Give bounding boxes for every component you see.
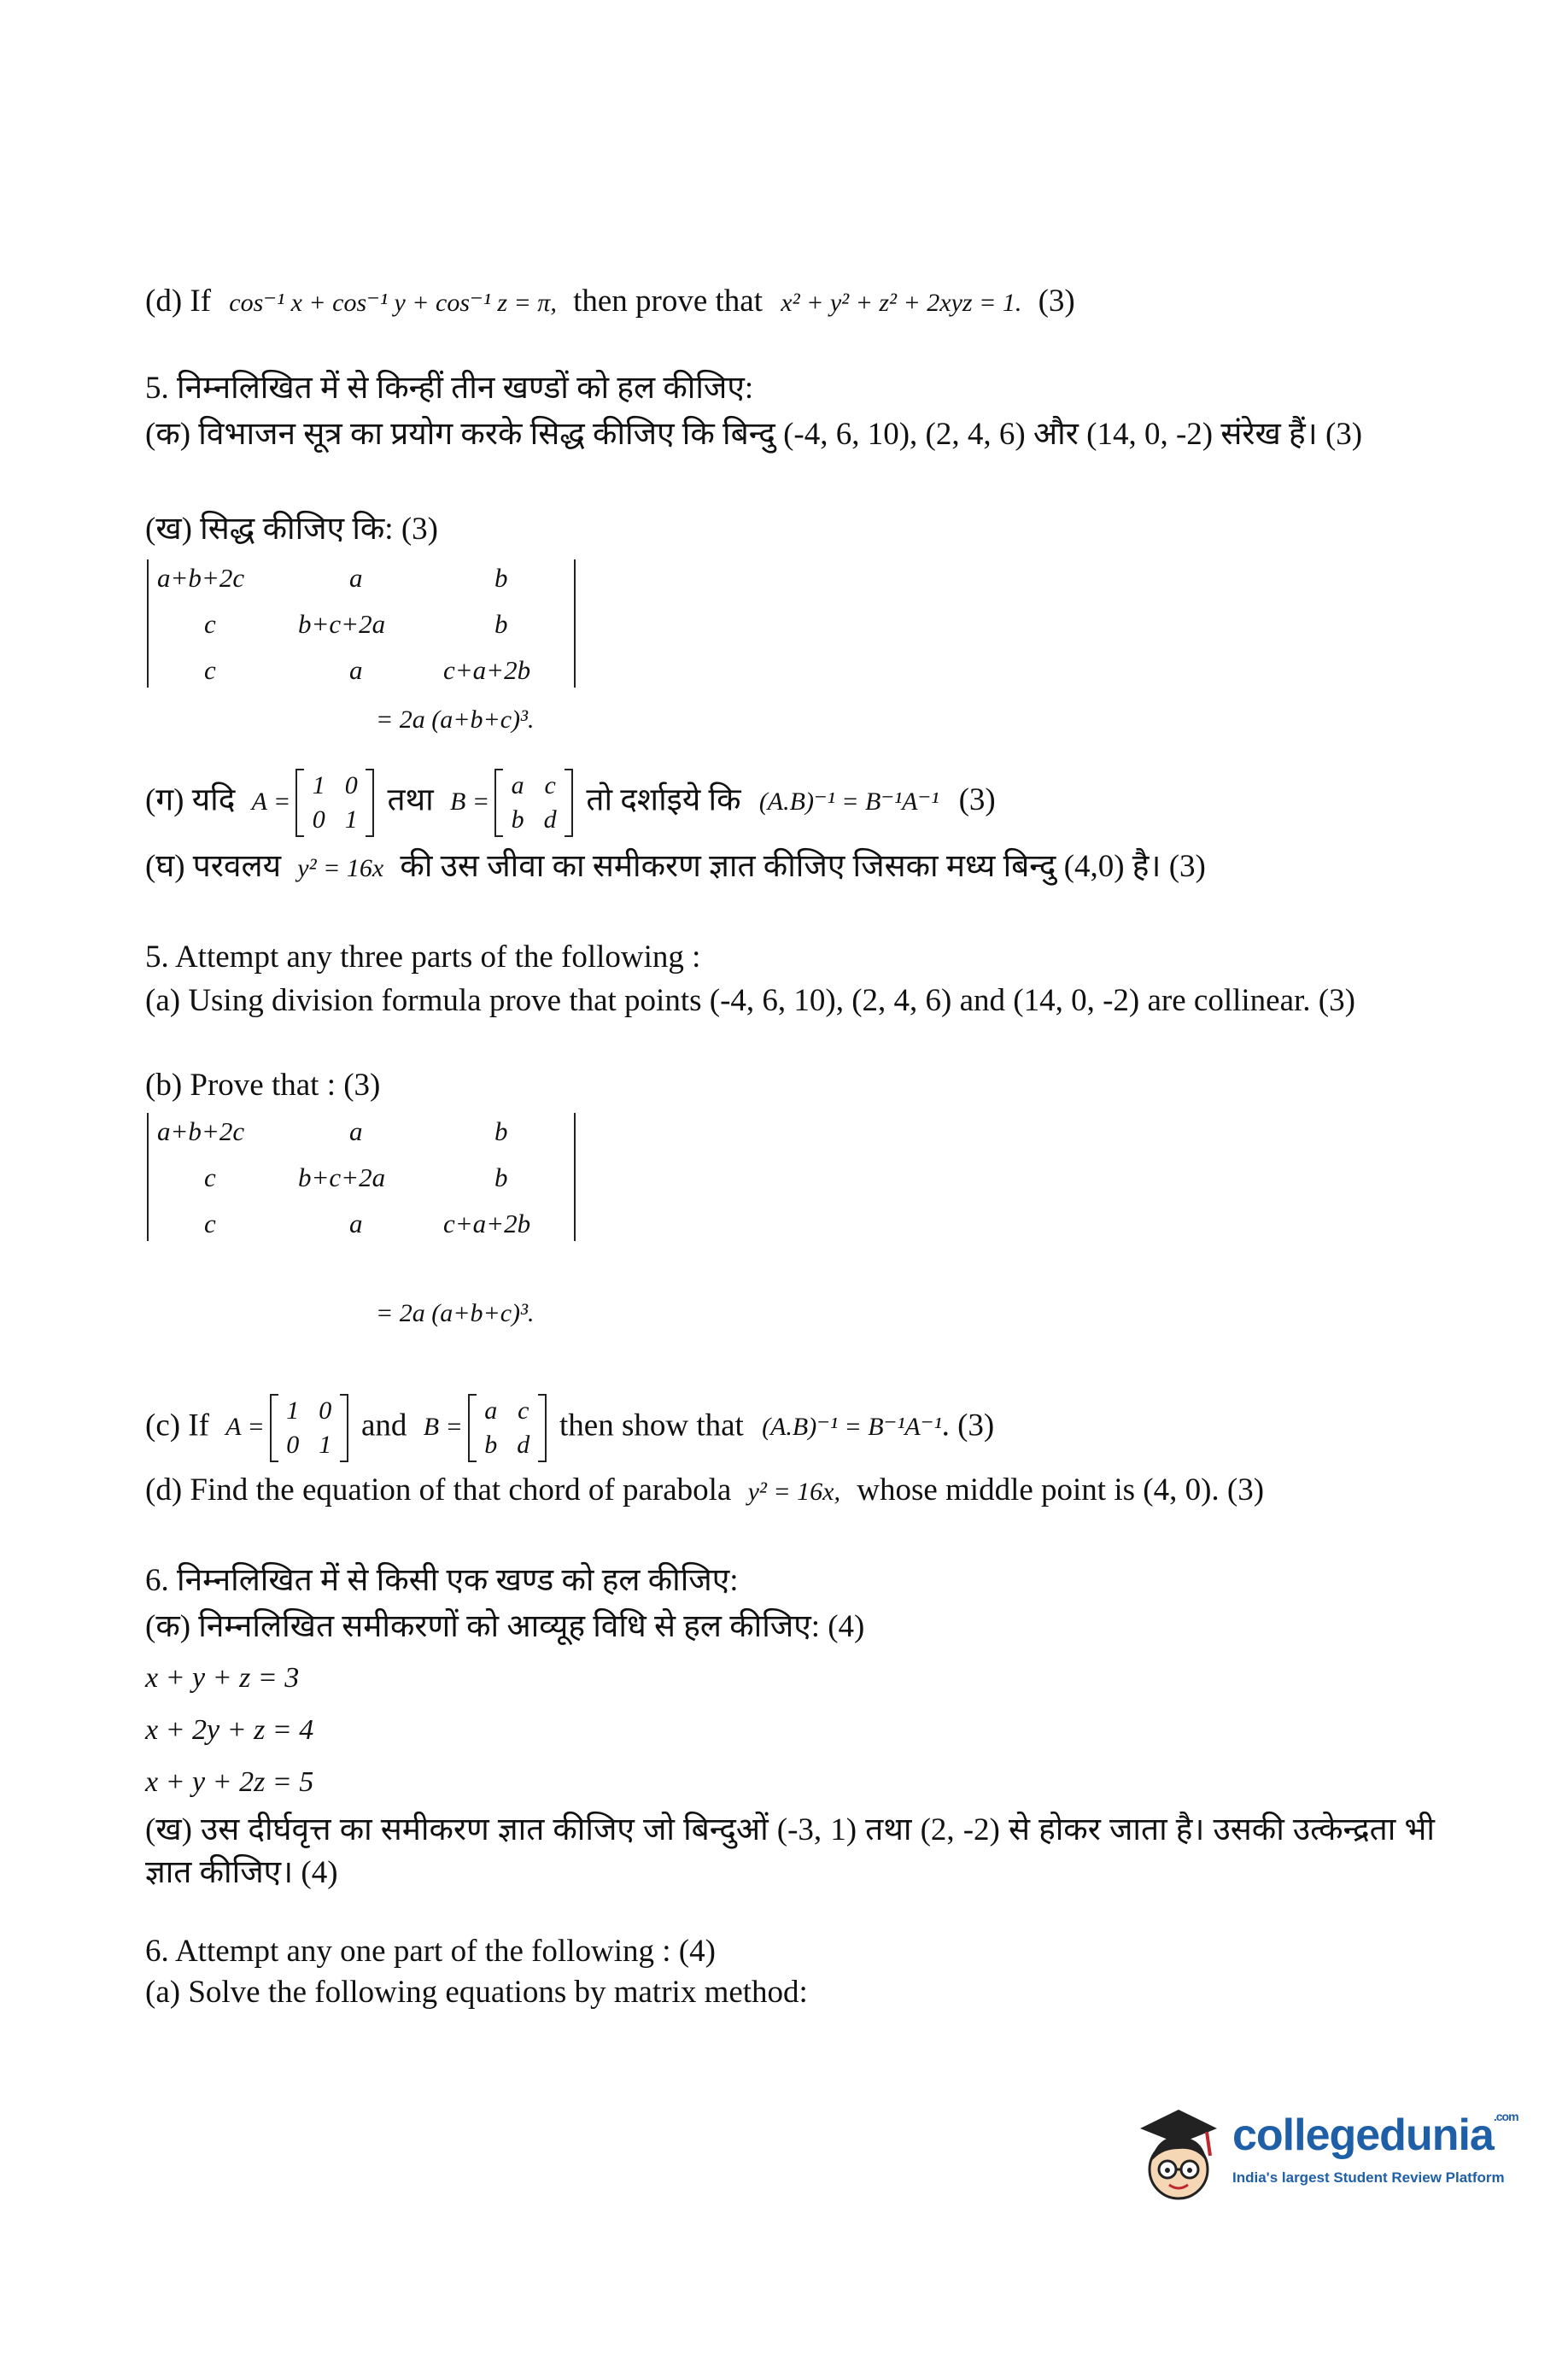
inverse-identity: (A.B)⁻¹ = B⁻¹A⁻¹ bbox=[758, 787, 939, 817]
q5c-label: (ग) यदि bbox=[145, 782, 236, 818]
q5d-post: की उस जीवा का समीकरण ज्ञात कीजिए जिसका मध्य बिन्दु (4,0) है। (3) bbox=[400, 849, 1206, 884]
brand-text: collegedunia bbox=[1232, 2110, 1494, 2160]
det-cell: a+b+2c bbox=[157, 1116, 245, 1146]
q5c-en-label: (c) If bbox=[145, 1408, 209, 1443]
det-cell: a+b+2c bbox=[157, 563, 245, 593]
q6-hindi-part-a: (क) निम्नलिखित समीकरणों को आव्यूह विधि से हल कीजिए: (4) bbox=[145, 1609, 865, 1644]
matrix-cell: 1 bbox=[286, 1396, 300, 1425]
q5c-en-marks: . (3) bbox=[941, 1408, 995, 1443]
matrix-a-lhs: A = bbox=[225, 1413, 265, 1442]
det-cell: c+a+2b bbox=[443, 1209, 531, 1238]
det-cell: a bbox=[349, 1116, 363, 1146]
q4d-mid: then prove that bbox=[573, 284, 764, 319]
q5-english-heading: 5. Attempt any three parts of the following : bbox=[145, 940, 701, 975]
q5-english-part-d bbox=[145, 1471, 1264, 1512]
matrix-cell: a bbox=[484, 1396, 498, 1425]
matrix-cell: 1 bbox=[312, 771, 325, 799]
det-cell: a bbox=[349, 1209, 363, 1238]
q5-english-part-a: (a) Using division formula prove that points (-4, 6, 10), (2, 4, 6) and (14, 0, -2) are collinear. (3) bbox=[145, 983, 1355, 1018]
q5d-en-post: whose middle point is (4, 0). (3) bbox=[857, 1472, 1265, 1507]
matrix-a-lhs: A = bbox=[251, 787, 291, 817]
det-cell: c bbox=[204, 1209, 216, 1238]
det-cell: b bbox=[494, 1162, 508, 1192]
q5-hindi-part-a: (क) विभाजन सूत्र का प्रयोग करके सिद्ध कीजिए कि बिन्दु (-4, 6, 10), (2, 4, 6) और (14, 0, -2) संरेख हैं। (3) bbox=[145, 417, 1363, 452]
q5-hindi-part-b: (ख) सिद्ध कीजिए कि: (3) bbox=[145, 512, 438, 547]
det-cell: c bbox=[204, 1162, 216, 1192]
q5-hindi-heading: 5. निम्नलिखित में से किन्हीं तीन खण्डों को हल कीजिए: bbox=[145, 371, 754, 406]
q5-english-part-c bbox=[145, 1394, 994, 1462]
det-cell: c bbox=[204, 609, 216, 639]
matrix-cell: d bbox=[543, 805, 557, 834]
q5c-marks: (3) bbox=[958, 782, 996, 818]
q6-english-heading: 6. Attempt any one part of the following : (4) bbox=[145, 1934, 716, 1969]
matrix-cell: 1 bbox=[344, 805, 358, 834]
matrix-cell: 0 bbox=[312, 805, 325, 834]
inverse-identity: (A.B)⁻¹ = B⁻¹A⁻¹ bbox=[762, 1413, 942, 1442]
matrix-cell: b bbox=[484, 1431, 498, 1459]
q6-hindi-heading: 6. निम्नलिखित में से किसी एक खण्ड को हल कीजिए: bbox=[145, 1563, 739, 1598]
q4d-label: (d) If bbox=[145, 284, 212, 319]
q5c-en-show: then show that bbox=[559, 1408, 744, 1443]
determinant-english bbox=[147, 1113, 576, 1241]
q6-hindi-part-b: (ख) उस दीर्घवृत्त का समीकरण ज्ञात कीजिए जो बिन्दुओं (-3, 1) तथा (2, -2) से होकर जाता है। उसकी उत्केन्द्रता भी ज्ञात कीजिए। (4) bbox=[145, 1812, 1435, 1890]
q6-english-part-a: (a) Solve the following equations by matrix method: bbox=[145, 1975, 808, 2010]
equation-3: x + y + 2z = 5 bbox=[145, 1766, 314, 1798]
determinant-hindi bbox=[147, 559, 576, 688]
q5c-and: तथा bbox=[387, 782, 434, 818]
matrix-cell: 1 bbox=[319, 1431, 332, 1459]
det-cell: b bbox=[494, 609, 508, 639]
determinant-result-en: = 2a (a+b+c)³. bbox=[376, 1299, 535, 1327]
matrix-cell: 0 bbox=[344, 771, 358, 799]
q5-hindi-part-c bbox=[145, 769, 996, 837]
q5c-show: तो दर्शाइये कि bbox=[586, 782, 741, 818]
parabola-equation: y² = 16x bbox=[297, 854, 384, 882]
q5-hindi-part-d bbox=[145, 847, 1206, 888]
parabola-equation-en: y² = 16x, bbox=[747, 1478, 840, 1506]
q5d-en-pre: (d) Find the equation of that chord of parabola bbox=[145, 1472, 732, 1507]
q4d-expr: cos⁻¹ x + cos⁻¹ y + cos⁻¹ z = π, bbox=[229, 289, 557, 317]
matrix-cell: 0 bbox=[286, 1431, 300, 1459]
matrix-cell: a bbox=[511, 771, 524, 799]
q5c-en-and: and bbox=[361, 1408, 407, 1443]
det-cell: b+c+2a bbox=[298, 609, 386, 639]
equation-1: x + y + z = 3 bbox=[145, 1662, 300, 1694]
q5d-pre: (घ) परवलय bbox=[145, 849, 282, 884]
det-cell: c bbox=[204, 655, 216, 685]
brand-tagline: India's largest Student Review Platform bbox=[1232, 2169, 1505, 2186]
matrix-a bbox=[270, 1394, 348, 1462]
mascot-icon bbox=[1132, 2103, 1226, 2214]
det-cell: b bbox=[494, 563, 508, 593]
equation-2: x + 2y + z = 4 bbox=[145, 1714, 314, 1746]
brand-suffix: .com bbox=[1493, 2110, 1518, 2123]
det-cell: a bbox=[349, 563, 363, 593]
brand-name bbox=[1232, 2110, 1518, 2161]
q5-english-part-b: (b) Prove that : (3) bbox=[145, 1068, 381, 1103]
determinant-result: = 2a (a+b+c)³. bbox=[376, 705, 535, 734]
matrix-cell: c bbox=[544, 771, 556, 799]
matrix-b bbox=[494, 769, 573, 837]
q4d-result: x² + y² + z² + 2xyz = 1. bbox=[781, 289, 1022, 317]
matrix-b bbox=[468, 1394, 547, 1462]
matrix-b-lhs: B = bbox=[423, 1413, 463, 1442]
matrix-cell: b bbox=[511, 805, 524, 834]
q4d-marks: (3) bbox=[1038, 284, 1075, 319]
det-cell: b bbox=[494, 1116, 508, 1146]
matrix-a bbox=[295, 769, 374, 837]
matrix-cell: 0 bbox=[319, 1396, 332, 1425]
matrix-cell: d bbox=[517, 1431, 530, 1459]
det-cell: b+c+2a bbox=[298, 1162, 386, 1192]
q4d-line bbox=[145, 282, 1075, 323]
det-cell: c+a+2b bbox=[443, 655, 531, 685]
det-cell: a bbox=[349, 655, 363, 685]
collegedunia-logo bbox=[1132, 2103, 1518, 2214]
matrix-cell: c bbox=[518, 1396, 529, 1425]
matrix-b-lhs: B = bbox=[450, 787, 490, 817]
